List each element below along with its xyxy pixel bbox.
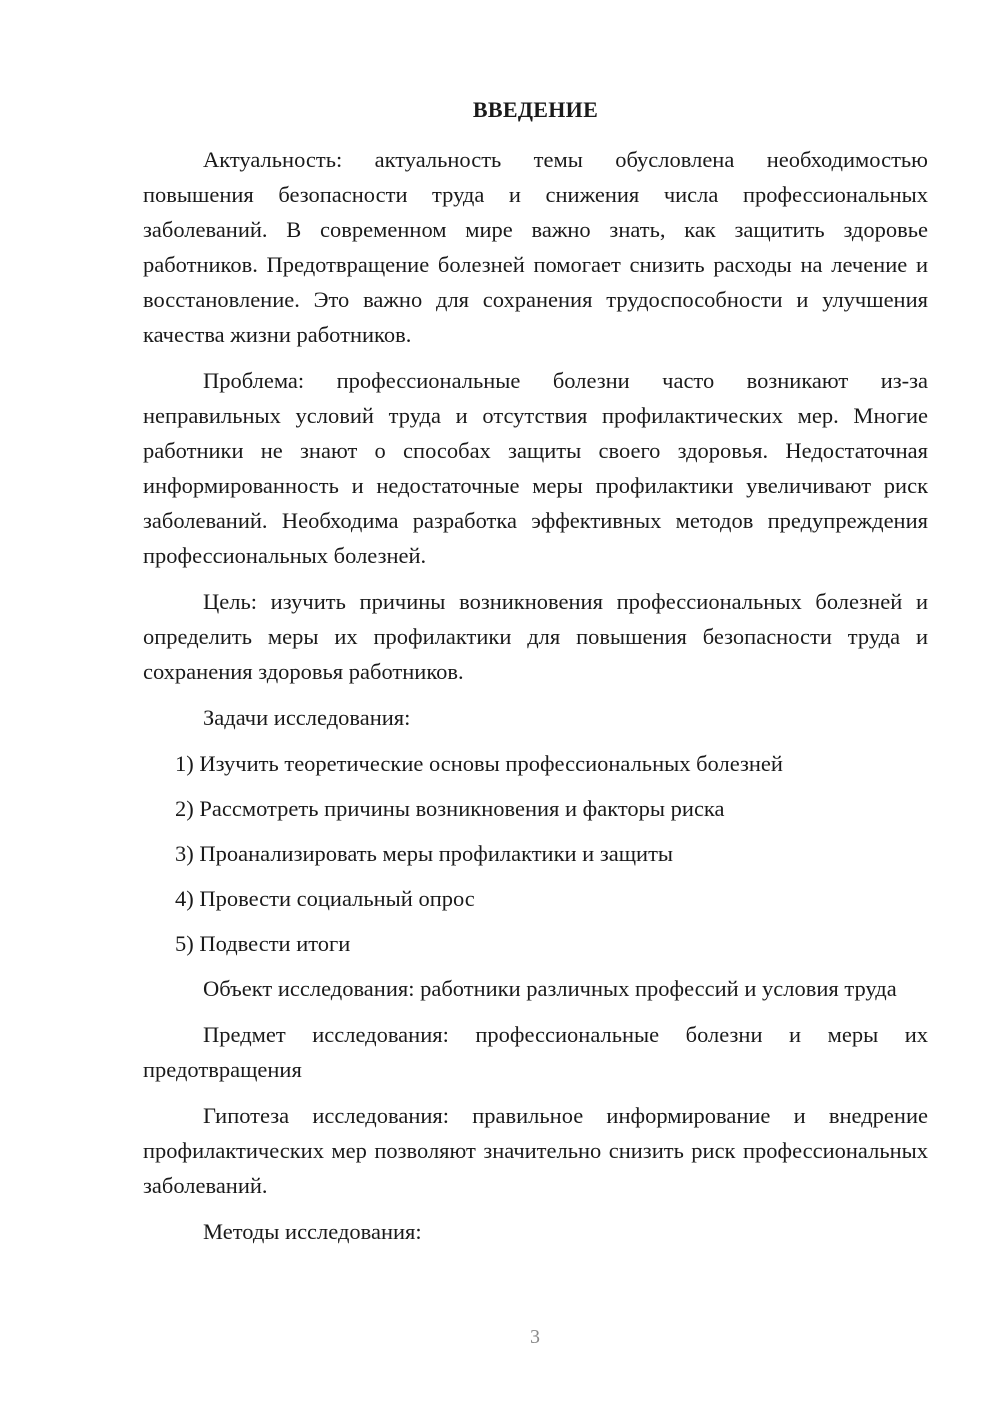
list-item: 1) Изучить теоретические основы профессиональных болезней [175,751,783,776]
paragraph-relevance: Актуальность: актуальность темы обусловлена необходимостью повышения безопасности труда и снижения числа профессиональных заболеваний. В современном мире важно знать, как защитить здоровье работников. Предотвращение болезней помогает снизить расходы на лечение и восстановление. Это важно для сохранения трудоспособности и улучшения качества жизни работников. [143,147,928,347]
paragraph-problem: Проблема: профессиональные болезни часто возникают из-за неправильных условий труда и отсутствия профилактических мер. Многие работники не знают о способах защиты своего здоровья. Недостаточная информированность и недостаточные меры профилактики увеличивают риск заболеваний. Необходима разработка эффективных методов предупреждения профессиональных болезней. [143,368,928,568]
paragraph-subject: Предмет исследования: профессиональные болезни и меры их предотвращения [143,1022,928,1082]
list-item: 2) Рассмотреть причины возникновения и факторы риска [175,796,725,821]
list-item: 5) Подвести итоги [175,931,351,956]
tasks-heading: Задачи исследования: [203,705,411,730]
page-number: 3 [530,1326,540,1348]
document-page [143,92,928,1260]
paragraph-object: Объект исследования: работники различных профессий и условия труда [203,976,897,1001]
paragraph-hypothesis: Гипотеза исследования: правильное информирование и внедрение профилактических мер позволяют значительно снизить риск профессиональных заболеваний. [143,1103,928,1198]
list-item: 4) Провести социальный опрос [175,886,475,911]
methods-heading: Методы исследования: [203,1219,422,1244]
paragraph-goal: Цель: изучить причины возникновения профессиональных болезней и определить меры их профилактики для повышения безопасности труда и сохранения здоровья работников. [143,589,928,684]
section-title: ВВЕДЕНИЕ [472,97,599,122]
tasks-list [143,746,928,961]
list-item: 3) Проанализировать меры профилактики и защиты [175,841,674,866]
